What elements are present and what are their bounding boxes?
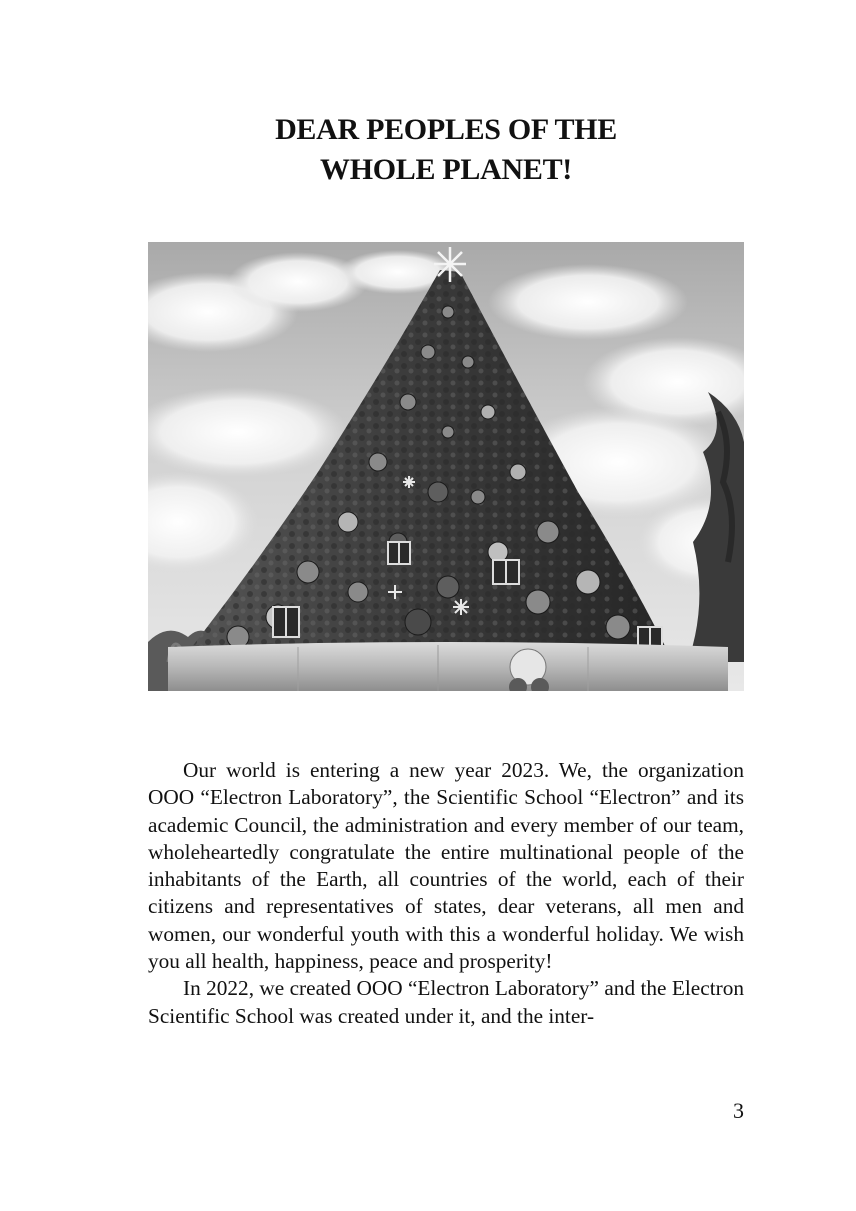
title-line-2: WHOLE PLANET! [320,153,572,186]
page-number: 3 [733,1098,744,1123]
title-line-1: DEAR PEOPLES OF THE [275,113,617,146]
body-text [148,757,744,1030]
christmas-tree-illustration [148,242,744,691]
tree-base [168,642,728,691]
star-topper [434,247,466,282]
page-title [148,110,744,190]
paragraph-1: Our world is entering a new year 2023. We, the organization OOO “Electron Laboratory”, the Scientific School “Electron” and its academic Council, the administration and every member of our team, wholeheartedly congratulate the entire multinational people of the inhabitants of the Earth, all countries of the world, each of their citizens and representatives of states, dear veterans, all men and women, our wonderful youth with this a wonderful holiday. We wish you all health, happiness, peace and prosperity! [148,758,744,974]
christmas-tree-photo [148,242,744,691]
paragraph-2: In 2022, we created OOO “Electron Laboratory” and the Electron Scientific School was created under it, and the inter- [148,976,744,1028]
